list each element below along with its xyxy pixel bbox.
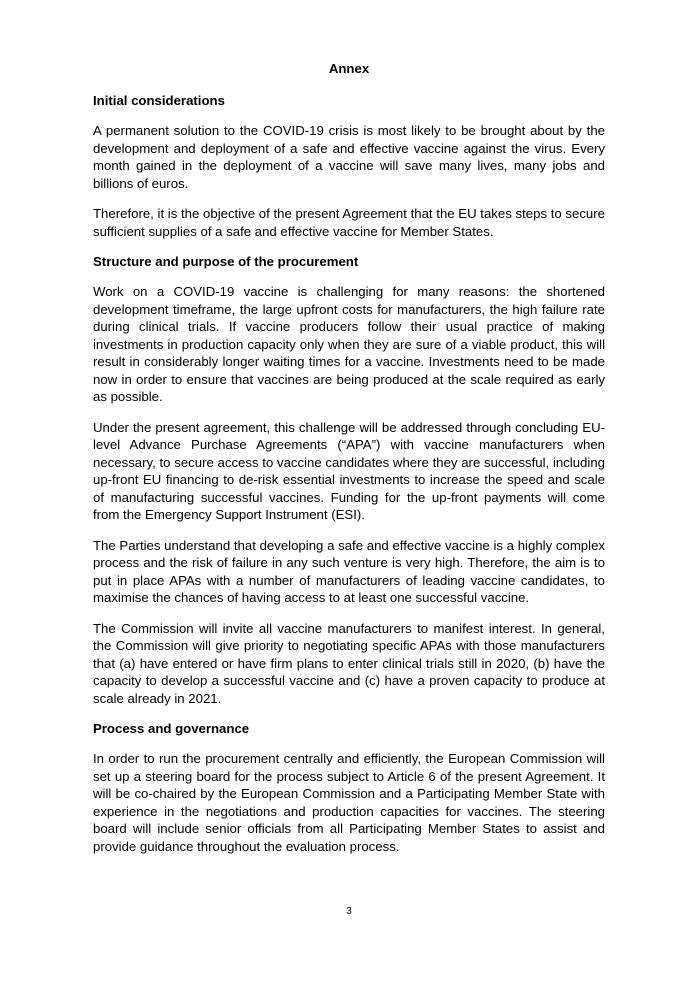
page-number: 3: [346, 906, 352, 917]
heading-initial-considerations: Initial considerations: [93, 93, 225, 108]
paragraph-structure-3: The Parties understand that developing a safe and effective vaccine is a highly complex process and the risk of failure in any such venture is very high. Therefore, the aim is to put in place APAs with a number of manufacturers of leading vaccine candidates, to maximise the chances of having access to at least one successful vaccine.: [93, 537, 605, 605]
paragraph-structure-1: Work on a COVID-19 vaccine is challenging for many reasons: the shortened development timeframe, the large upfront costs for manufacturers, the high failure rate during clinical trials. If vaccine producers follow their usual practice of making investments in production capacity only when they are sure of a viable product, this will result in considerably longer waiting times for a vaccine. Investments need to be made now in order to ensure that vaccines are being produced at the scale required as early as possible.: [93, 284, 605, 404]
heading-structure-purpose: Structure and purpose of the procurement: [93, 254, 359, 269]
paragraph-structure-4: The Commission will invite all vaccine manufacturers to manifest interest. In general, the Commission will give priority to negotiating specific APAs with those manufacturers that (a) have entered or have firm plans to enter clinical trials still in 2020, (b) have the capacity to develop a successful vaccine and (c) have a proven capacity to produce at scale already in 2021.: [93, 620, 605, 706]
annex-title: Annex: [328, 61, 370, 76]
paragraph-initial-1: A permanent solution to the COVID-19 crisis is most likely to be brought about by the development and deployment of a safe and effective vaccine against the virus. Every month gained in the deployment of a vaccine will save many lives, many jobs and billions of euros.: [93, 123, 605, 191]
document-body: [93, 92, 605, 868]
paragraph-initial-2: Therefore, it is the objective of the present Agreement that the EU takes steps to secure sufficient supplies of a safe and effective vaccine for Member States.: [93, 206, 605, 239]
paragraph-structure-2: Under the present agreement, this challenge will be addressed through concluding EU-level Advance Purchase Agreements (“APA”) with vaccine manufacturers when necessary, to secure access to vaccine candidates where they are successful, including up-front EU financing to de-risk essential investments to increase the speed and scale of manufacturing successful vaccines. Funding for the up-front payments will come from the Emergency Support Instrument (ESI).: [93, 419, 605, 522]
paragraph-process-1: In order to run the procurement centrally and efficiently, the European Commission will set up a steering board for the process subject to Article 6 of the present Agreement. It will be co-chaired by the European Commission and a Participating Member State with experience in the negotiations and production capacities for vaccines. The steering board will include senior officials from all Participating Member States to assist and provide guidance throughout the evaluation process.: [93, 751, 605, 854]
heading-process-governance: Process and governance: [93, 721, 250, 736]
